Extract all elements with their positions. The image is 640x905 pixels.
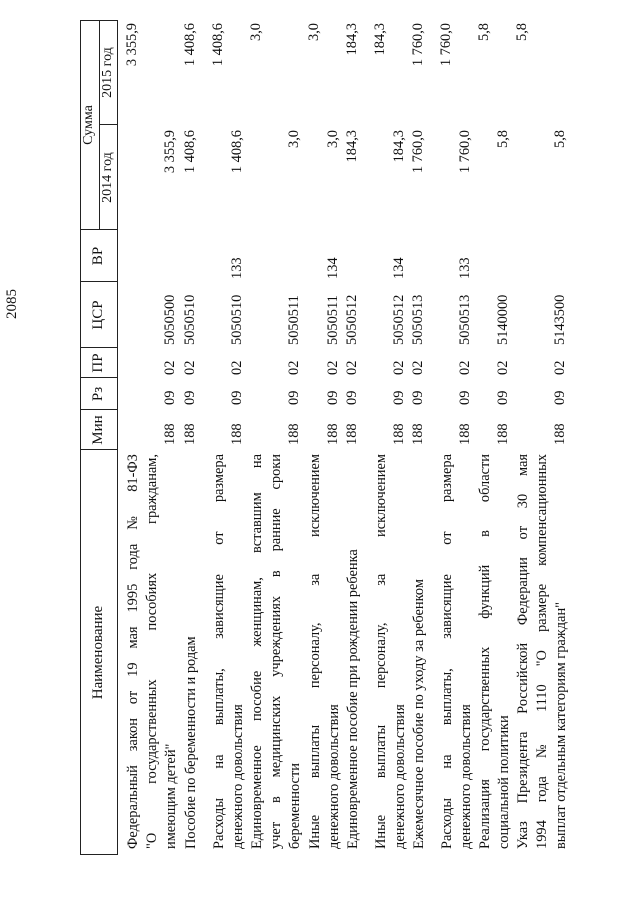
header-sum: Сумма (81, 105, 96, 145)
row-pr: 02 (325, 360, 341, 375)
row-sum-2014: 3,0 (325, 130, 341, 148)
row-rz: 09 (162, 390, 178, 405)
row-min: 188 (162, 423, 178, 445)
row-name-line: Иные выплаты персоналу, за исключением (307, 454, 323, 849)
row-csr: 5050511 (286, 295, 302, 345)
row-csr: 5050510 (229, 294, 245, 345)
row-sum-2015: 1 408,6 (210, 23, 226, 67)
row-name-line: Ежемесячное пособие по уходу за ребенком (411, 579, 427, 849)
row-min: 188 (344, 423, 360, 445)
row-rz: 09 (182, 390, 198, 405)
row-name-line: Пособие по беременности и родам (183, 636, 199, 849)
row-min: 188 (391, 423, 407, 445)
row-name (372, 454, 410, 849)
row-name-line: Расходы на выплаты, зависящие от размера (211, 454, 227, 849)
row-csr: 5050510 (182, 294, 198, 345)
row-name-line: Реализация государственных функций в области (477, 454, 493, 849)
row-min: 188 (552, 423, 568, 445)
row-name (410, 454, 429, 849)
row-rz: 09 (325, 390, 341, 405)
row-name (438, 454, 476, 849)
row-csr: 5050511 (325, 295, 341, 345)
row-sum-2015: 5,8 (514, 23, 530, 41)
header-name: Наименование (90, 605, 106, 700)
row-name (124, 454, 181, 849)
row-pr: 02 (344, 360, 360, 375)
row-name-line: денежного довольствия (230, 704, 246, 849)
row-pr: 02 (457, 360, 473, 375)
row-sum-2014: 1 760,0 (410, 130, 426, 174)
row-name-line: беременности (287, 763, 303, 849)
row-rz: 09 (391, 390, 407, 405)
row-csr: 5140000 (495, 294, 511, 345)
row-pr: 02 (162, 360, 178, 375)
row-rz: 09 (552, 390, 568, 405)
row-rz: 09 (457, 390, 473, 405)
row-min: 188 (229, 423, 245, 445)
header-vr: ВР (90, 246, 106, 266)
row-vr: 133 (229, 257, 245, 279)
row-pr: 02 (391, 360, 407, 375)
row-sum-2015: 3 355,9 (124, 23, 140, 67)
row-min: 188 (182, 423, 198, 445)
row-name (182, 454, 201, 849)
row-rz: 09 (286, 390, 302, 405)
row-sum-2014: 1 408,6 (229, 130, 245, 174)
row-name-line: денежного довольствия (326, 704, 342, 849)
row-sum-2014: 5,8 (552, 130, 568, 148)
row-name (344, 454, 363, 849)
row-pr: 02 (286, 360, 302, 375)
row-rz: 09 (229, 390, 245, 405)
row-sum-2014: 184,3 (344, 130, 360, 163)
row-name-line: Указ Президента Российской Федерации от 30 мая (515, 454, 531, 849)
row-name-line: имеющим детей" (163, 743, 179, 849)
row-min: 188 (325, 423, 341, 445)
row-name-line: 1994 года № 1110 "О размере компенсационных (534, 454, 550, 849)
row-sum-2015: 1 760,0 (438, 23, 454, 67)
header-pr: ПР (90, 353, 106, 373)
row-sum-2014: 5,8 (495, 130, 511, 148)
row-sum-2014: 3 355,9 (162, 130, 178, 174)
row-sum-2015: 1 408,6 (182, 23, 198, 67)
row-min: 188 (410, 423, 426, 445)
row-name-line: Федеральный закон от 19 мая 1995 года № 81-ФЗ (125, 454, 141, 849)
row-min: 188 (286, 423, 302, 445)
row-sum-2014: 184,3 (391, 130, 407, 163)
row-pr: 02 (552, 360, 568, 375)
row-sum-2015: 1 760,0 (410, 23, 426, 67)
row-csr: 5050512 (391, 294, 407, 345)
row-sum-2015: 3,0 (248, 23, 264, 41)
row-name (210, 454, 248, 849)
row-vr: 134 (391, 257, 407, 279)
row-name (514, 454, 571, 849)
row-csr: 5050500 (162, 294, 178, 345)
row-pr: 02 (229, 360, 245, 375)
row-rz: 09 (410, 390, 426, 405)
row-csr: 5050513 (457, 294, 473, 345)
row-name-line: социальной политики (496, 715, 512, 849)
row-name (476, 454, 514, 849)
row-vr: 133 (457, 257, 473, 279)
page-number: 2085 (4, 289, 20, 319)
row-name-line: Расходы на выплаты, зависящие от размера (439, 454, 455, 849)
row-name-line: "О государственных пособиях гражданам, (144, 454, 160, 849)
header-2015: 2015 год (100, 47, 115, 98)
header-min: Мин (90, 415, 106, 445)
row-name-line: денежного довольствия (458, 704, 474, 849)
header-2014: 2014 год (100, 152, 115, 203)
row-csr: 5143500 (552, 294, 568, 345)
row-name-line: выплат отдельным категориям граждан" (553, 601, 569, 849)
row-name-line: Иные выплаты персоналу, за исключением (373, 454, 389, 849)
row-name (306, 454, 344, 849)
row-min: 188 (495, 423, 511, 445)
row-name-line: Единовременное пособие женщинам, вставшим на (249, 454, 265, 849)
row-csr: 5050513 (410, 294, 426, 345)
row-sum-2015: 5,8 (476, 23, 492, 41)
row-min: 188 (457, 423, 473, 445)
header-rz: Рз (90, 386, 106, 402)
row-pr: 02 (182, 360, 198, 375)
row-sum-2015: 3,0 (306, 23, 322, 41)
row-sum-2014: 1 760,0 (457, 130, 473, 174)
row-rz: 09 (344, 390, 360, 405)
row-name-line: Единовременное пособие при рождении ребенка (345, 549, 361, 849)
row-rz: 09 (495, 390, 511, 405)
row-sum-2014: 1 408,6 (182, 130, 198, 174)
row-csr: 5050512 (344, 294, 360, 345)
header-csr: ЦСР (90, 300, 106, 330)
row-pr: 02 (495, 360, 511, 375)
row-name-line: учет в медицинских учреждениях в ранние сроки (268, 454, 284, 849)
row-pr: 02 (410, 360, 426, 375)
row-sum-2015: 184,3 (372, 23, 388, 56)
row-sum-2015: 184,3 (344, 23, 360, 56)
row-name (248, 454, 305, 849)
row-sum-2014: 3,0 (286, 130, 302, 148)
row-name-line: денежного довольствия (392, 704, 408, 849)
row-vr: 134 (325, 257, 341, 279)
